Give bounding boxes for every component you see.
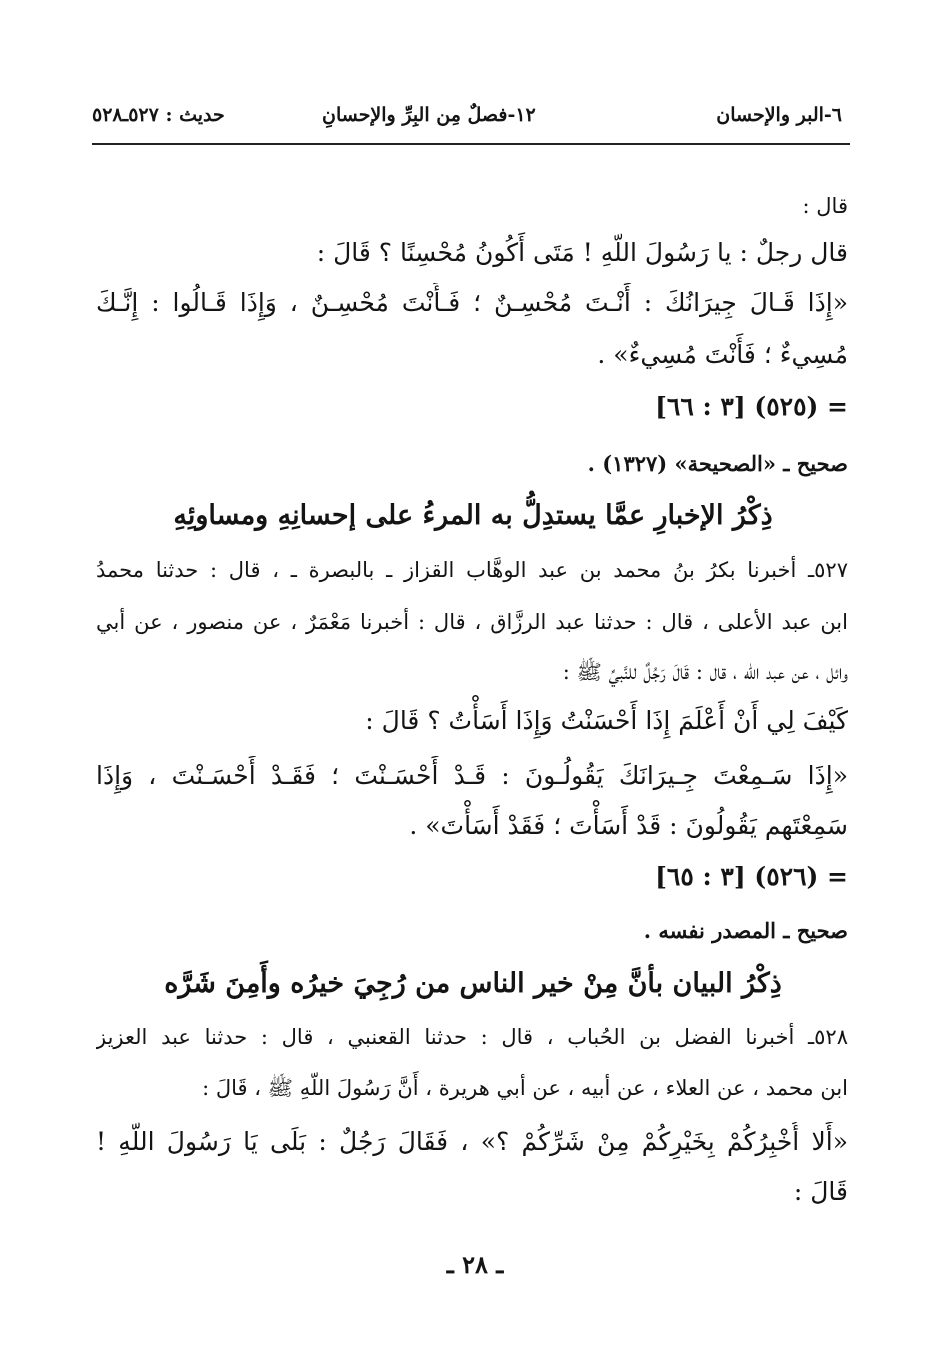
text-line: «إِذَا قَـالَ جِيرَانُكَ : أَنْـتَ مُحْسِـنٌ ؛ فَـأَنْتَ مُحْسِـنٌ ، وَإِذَا قَـالُوا : إِنَّـكَ xyxy=(96,288,848,317)
text-line: «أَلا أُخْبِرُكُمْ بِخَيْرِكُمْ مِنْ شَرِّكُمْ ؟» ، فَقَالَ رَجُلٌ : بَلَى يَا رَسُولَ اللّهِ ! xyxy=(96,1127,848,1156)
section-heading: ذِكْرُ الإخبارِ عمَّا يستدِلُّ به المرءُ على إحسانِهِ ومساوئِهِ xyxy=(173,500,773,531)
text-line: ٥٢٨ـ أخبرنا الفضل بن الحُباب ، قال : حدثنا القعنبي ، قال : حدثنا عبد العزيز xyxy=(96,1025,848,1049)
running-header xyxy=(92,100,848,140)
header-section: ١٢-فصلٌ مِن البِرِّ والإحسانِ xyxy=(322,104,536,126)
header-hadith-range: حديث : ٥٢٧ـ٥٢٨ xyxy=(92,104,225,126)
reference-line: = (٥٢٦) [٣ : ٦٥] xyxy=(655,862,848,891)
text-line: سَمِعْتَهم يَقُولُونَ : قَدْ أَسَأْتَ ؛ فَقَدْ أَسَأْتَ» . xyxy=(409,811,848,840)
text-line: ٥٢٧ـ أخبرنا بكرُ بنُ محمد بن عبد الوهَّاب القزاز ـ بالبصرة ـ ، قال : حدثنا محمدُ xyxy=(96,558,848,582)
text-line: «إِذَا سَـمِعْتَ جِـيرَانَكَ يَقُولُـونَ : قَـدْ أَحْسَـنْتَ ؛ فَقَـدْ أَحْسَـنْتَ ، وَإِذَا xyxy=(96,761,848,790)
page-number: ـ ٢٨ ـ xyxy=(446,1250,504,1279)
text-line: وائل ، عن عبد اللّه ، قال : قَالَ رَجُلٌ للنَّبيِّ ﷺ : xyxy=(562,660,848,684)
section-heading: ذِكْرُ البيان بأنَّ مِنْ خير الناس من رُجِيَ خيرُه وأَمِنَ شَرَّه xyxy=(164,968,782,999)
text-line: ابن محمد ، عن العلاء ، عن أبيه ، عن أبي هريرة ، أَنَّ رَسُولَ اللّهِ ﷺ ، قَالَ : xyxy=(202,1076,848,1100)
text-line: ابن عبد الأعلى ، قال : حدثنا عبد الرزَّاق ، قال : أخبرنا مَعْمَرٌ ، عن منصور ، عن أبي xyxy=(96,610,848,634)
text-line: كَيْفَ لِي أَنْ أَعْلَمَ إِذَا أَحْسَنْتُ وَإِذَا أَسَأْتُ ؟ قَالَ : xyxy=(365,706,848,735)
grading-line: صحيح ـ «الصحيحة» (١٣٢٧) . xyxy=(587,451,848,476)
grading-line: صحيح ـ المصدر نفسه . xyxy=(643,918,848,943)
text-line: قال رجلٌ : يا رَسُولَ اللّهِ ! مَتَى أَكُونُ مُحْسِنًا ؟ قَالَ : xyxy=(316,238,848,267)
text-line: قال : xyxy=(802,194,848,218)
header-chapter: ٦-البر والإحسان xyxy=(716,104,842,126)
header-rule xyxy=(92,143,850,145)
text-line: مُسِيءٌ ؛ فَأَنْتَ مُسِيءٌ» . xyxy=(597,340,848,369)
text-line: قَالَ : xyxy=(793,1177,848,1206)
reference-line: = (٥٢٥) [٣ : ٦٦] xyxy=(655,392,848,421)
